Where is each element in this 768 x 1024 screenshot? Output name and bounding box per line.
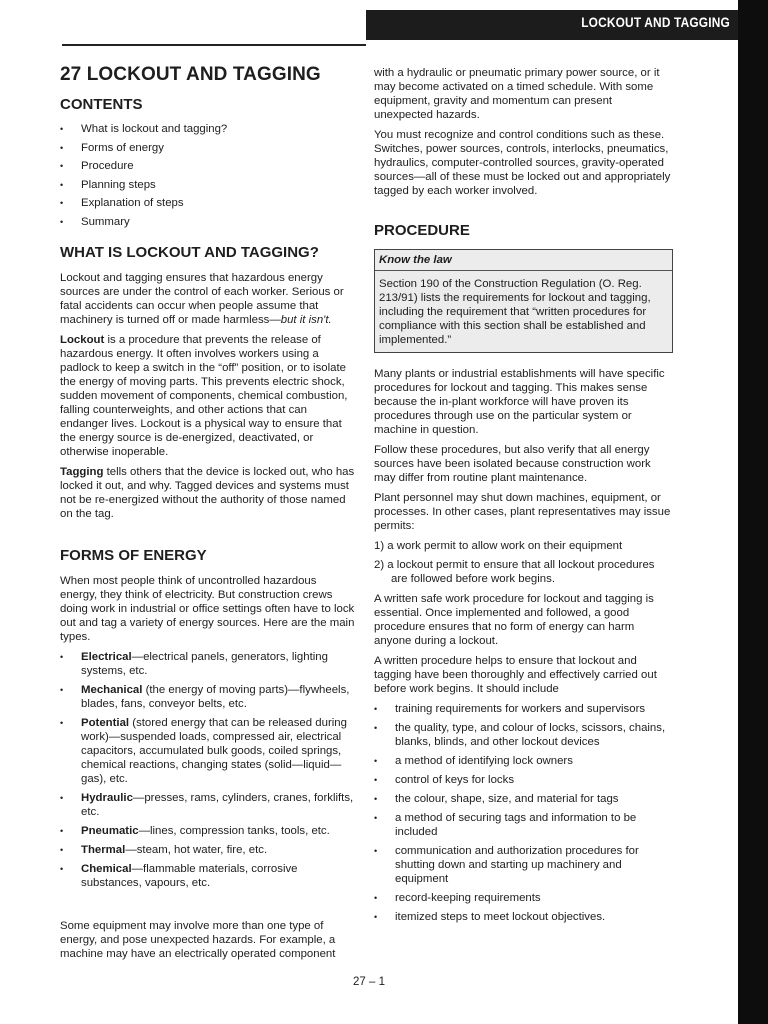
know-the-law-title: Know the law: [379, 254, 452, 266]
contents-list: [60, 123, 355, 229]
what-paragraph-tagging: Tagging tells others that the device is locked out, who has locked it out, and why. Tagged devices and systems must not be re-energized without the authority of those named on the tag.: [60, 466, 355, 520]
continued-paragraph-1: with a hydraulic or pneumatic primary power source, or it may become activated on a timed schedule. With some equipment, gravity and momentum can present unexpected hazards.: [374, 67, 660, 121]
requirement-item: • control of keys for locks: [374, 773, 672, 787]
energy-item-chemical: • Chemical—flammable materials, corrosive substances, vapours, etc.: [60, 862, 355, 890]
procedure-paragraph-3: Plant personnel may shut down machines, equipment, or processes. In other cases, plant representatives may issue permits:: [374, 492, 671, 532]
know-the-law-box: [374, 249, 673, 353]
permit-item: 2) a lockout permit to ensure that all lockout procedures are followed before work begins.: [374, 559, 655, 585]
forms-heading: FORMS OF ENERGY: [60, 547, 207, 564]
requirement-item: • a method of identifying lock owners: [374, 754, 672, 768]
energy-list: [60, 650, 355, 890]
right-column: [374, 66, 672, 929]
requirement-item: • record-keeping requirements: [374, 891, 672, 905]
page-number: 27 – 1: [353, 976, 385, 988]
contents-item: • Explanation of steps: [60, 197, 355, 211]
requirement-item: • the quality, type, and colour of locks, scissors, chains, blanks, blinds, and other lockout devices: [374, 721, 672, 749]
energy-item-pneumatic: • Pneumatic—lines, compression tanks, tools, etc.: [60, 824, 355, 838]
what-paragraph-lockout: Lockout is a procedure that prevents the release of hazardous energy. It often involves workers using a padlock to keep a switch in the “off” position, or to isolate the energy of moving parts. This prevents electric shock, sudden movement of components, chemical combustion, falling counterweights, and other actions that can endanger lives. Lockout is a physical way to ensure that the energy source is de-energized, deactivated, or otherwise inoperable.: [60, 334, 348, 458]
energy-item-thermal: • Thermal—steam, hot water, fire, etc.: [60, 843, 355, 857]
page-edge-bar: [738, 0, 768, 1024]
requirement-item: • itemized steps to meet lockout objectives.: [374, 910, 672, 924]
contents-item: • Procedure: [60, 160, 355, 174]
what-heading: WHAT IS LOCKOUT AND TAGGING?: [60, 244, 319, 261]
know-the-law-text: Section 190 of the Construction Regulation (O. Reg. 213/91) lists the requirements for lockout and tagging, including the requirement that “written procedures for compliance with this section shall be established and implemented.”: [379, 278, 651, 346]
procedure-requirements-list: [374, 702, 672, 924]
permit-list: [374, 539, 672, 586]
procedure-paragraph-2: Follow these procedures, but also verify that all energy sources have been isolated because construction work may differ from routine plant maintenance.: [374, 444, 651, 484]
continued-paragraph-2: You must recognize and control conditions such as these. Switches, power sources, controls, interlocks, pneumatics, hydraulics, computer-controlled sources, gravity-operated sources—all of these must be locked out and appropriately tagged by each worker involved.: [374, 129, 671, 197]
energy-item-potential: • Potential (stored energy that can be released during work)—suspended loads, compressed air, electrical capacitors, accumulated bulk goods, coiled springs, chemical reactions, changing states (solid—liquid—gas), etc.: [60, 716, 355, 786]
forms-closing: Some equipment may involve more than one type of energy, and pose unexpected hazards. For example, a machine may have an electrically operated component: [60, 920, 336, 960]
procedure-heading: PROCEDURE: [374, 222, 470, 239]
energy-item-hydraulic: • Hydraulic—presses, rams, cylinders, cranes, forklifts, etc.: [60, 791, 355, 819]
requirement-item: • training requirements for workers and supervisors: [374, 702, 672, 716]
forms-intro: When most people think of uncontrolled hazardous energy, they think of electricity. But construction crews doing work in industrial or office settings often have to lock out and tag a variety of energy sources. Here are the main types.: [60, 575, 355, 643]
contents-heading: CONTENTS: [60, 96, 143, 113]
procedure-paragraph-1: Many plants or industrial establishments will have specific procedures for lockout and tagging. This makes sense because the in-plant workforce will have proven its procedures through use on the particular system or machine in question.: [374, 368, 665, 436]
left-column: [60, 64, 355, 967]
box-divider: [375, 270, 672, 271]
requirement-item: • a method of securing tags and information to be included: [374, 811, 672, 839]
header-rule: [62, 44, 366, 46]
contents-item: • What is lockout and tagging?: [60, 123, 355, 137]
procedure-paragraph-5: A written procedure helps to ensure that lockout and tagging have been thoroughly and effectively carried out before work begins. It should include: [374, 655, 657, 695]
what-paragraph-1: Lockout and tagging ensures that hazardous energy sources are under the control of each worker. Serious or fatal accidents can occur when people assume that machinery is turned off or made harmless—but it isn't.: [60, 272, 344, 326]
energy-item-electrical: • Electrical—electrical panels, generators, lighting systems, etc.: [60, 650, 355, 678]
contents-item: • Planning steps: [60, 179, 355, 193]
contents-item: • Summary: [60, 216, 355, 230]
running-header-title: LOCKOUT AND TAGGING: [581, 14, 730, 30]
chapter-title: 27 LOCKOUT AND TAGGING: [60, 64, 321, 85]
energy-item-mechanical: • Mechanical (the energy of moving parts)—flywheels, blades, fans, conveyor belts, etc.: [60, 683, 355, 711]
requirement-item: • the colour, shape, size, and material for tags: [374, 792, 672, 806]
contents-item: • Forms of energy: [60, 142, 355, 156]
permit-item: 1) a work permit to allow work on their equipment: [374, 540, 623, 552]
procedure-paragraph-4: A written safe work procedure for lockout and tagging is essential. Once implemented and followed, a good procedure ensures that no form of energy can harm anyone during a lockout.: [374, 593, 654, 647]
requirement-item: • communication and authorization procedures for shutting down and starting up machinery and equipment: [374, 844, 672, 886]
